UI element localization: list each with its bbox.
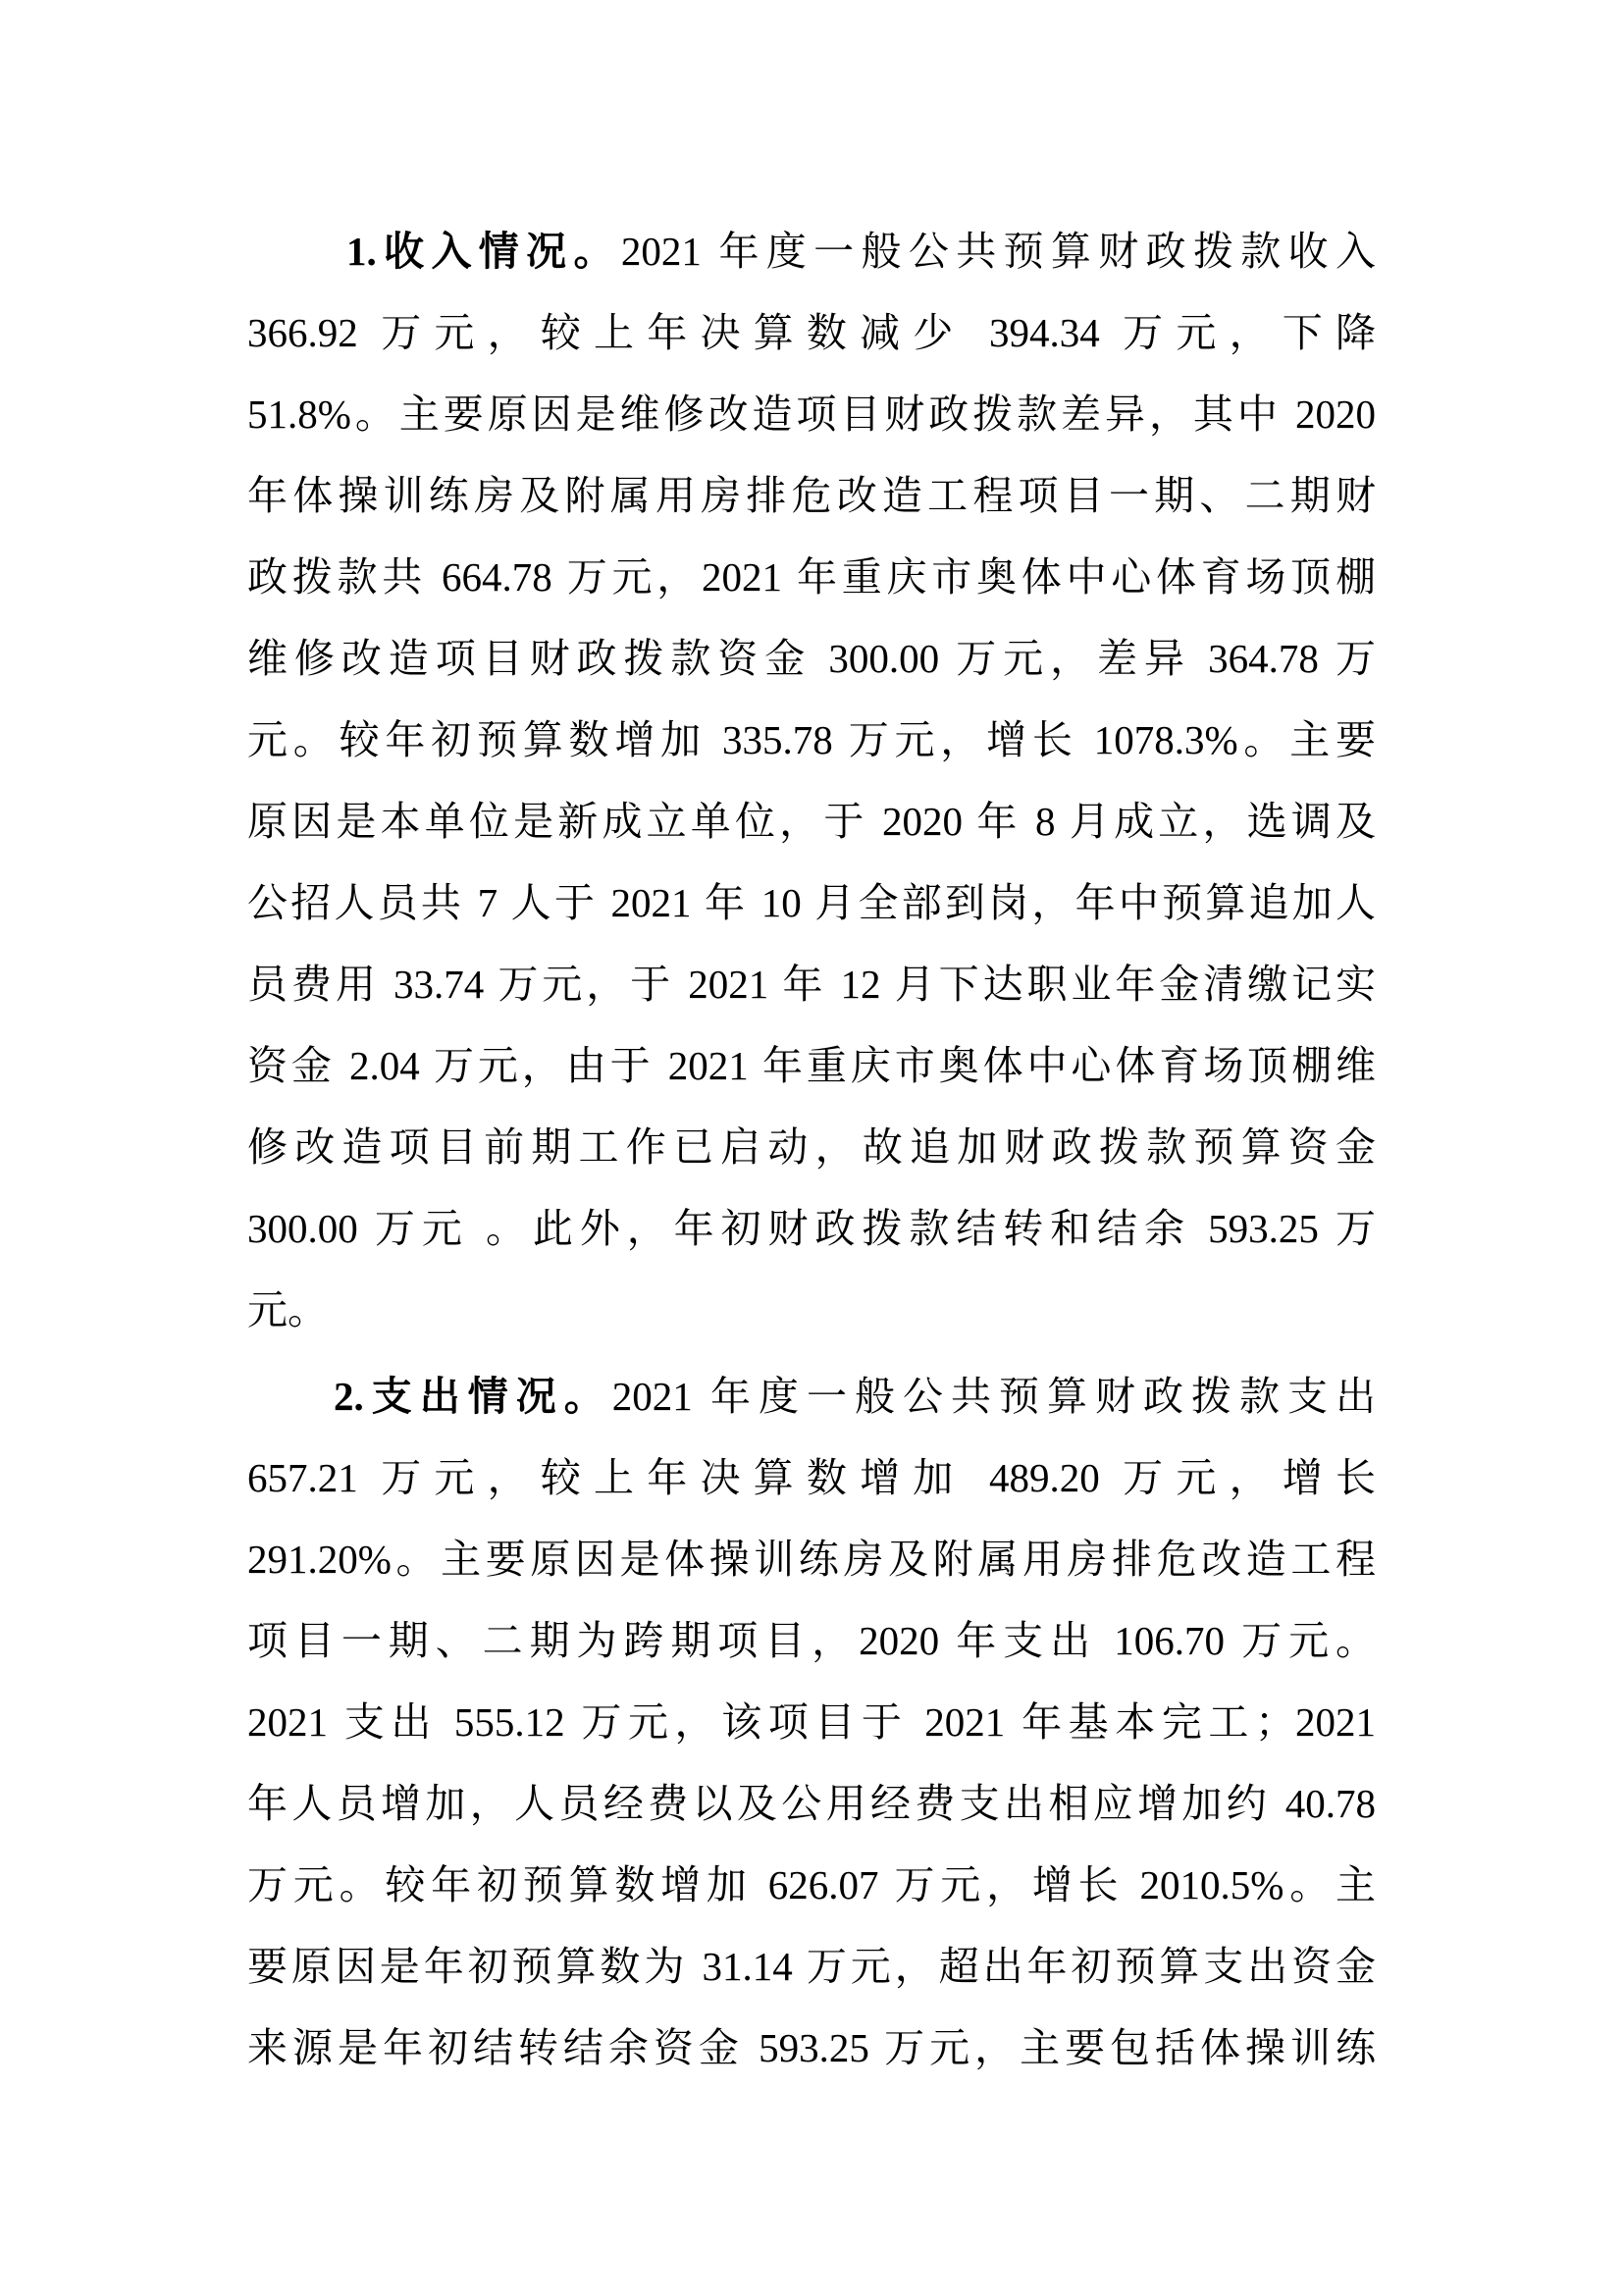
paragraph-line: 2021 支出 555.12 万元，该项目于 2021 年基本完工；2021	[247, 1699, 1376, 1745]
paragraph-line: 维修改造项目财政拨款资金 300.00 万元，差异 364.78 万	[247, 636, 1376, 681]
paragraph-line: 657.21 万元，较上年决算数增加 489.20 万元，增长	[247, 1455, 1376, 1500]
paragraph-line: 年人员增加，人员经费以及公用经费支出相应增加约 40.78	[247, 1781, 1376, 1826]
paragraph-line: 291.20%。主要原因是体操训练房及附属用房排危改造工程	[247, 1537, 1376, 1582]
paragraph-line: 300.00 万元 。此外，年初财政拨款结转和结余 593.25 万	[247, 1206, 1376, 1251]
paragraph-line: 年体操训练房及附属用房排危改造工程项目一期、二期财	[247, 473, 1376, 518]
paragraph-line: 万元。较年初预算数增加 626.07 万元，增长 2010.5%。主	[247, 1862, 1376, 1907]
section-heading-income: 1.收入情况。	[346, 229, 621, 274]
paragraph-line: 2.支出情况。2021 年度一般公共预算财政拨款支出	[334, 1374, 1376, 1419]
paragraph-line: 项目一期、二期为跨期项目，2020 年支出 106.70 万元。	[247, 1618, 1376, 1663]
paragraph-line: 原因是本单位是新成立单位，于 2020 年 8 月成立，选调及	[247, 799, 1376, 844]
paragraph-line: 修改造项目前期工作已启动，故追加财政拨款预算资金	[247, 1124, 1376, 1170]
paragraph-line: 要原因是年初预算数为 31.14 万元，超出年初预算支出资金	[247, 1944, 1376, 1989]
paragraph-line: 元。	[247, 1287, 328, 1332]
paragraph-line: 员费用 33.74 万元，于 2021 年 12 月下达职业年金清缴记实	[247, 962, 1376, 1007]
paragraph-line: 公招人员共 7 人于 2021 年 10 月全部到岗，年中预算追加人	[247, 880, 1376, 925]
paragraph-line: 366.92 万元，较上年决算数减少 394.34 万元，下降	[247, 310, 1376, 355]
paragraph-line: 元。较年初预算数增加 335.78 万元，增长 1078.3%。主要	[247, 717, 1376, 762]
paragraph-line: 1.收入情况。2021 年度一般公共预算财政拨款收入	[346, 229, 1377, 274]
paragraph-line: 来源是年初结转结余资金 593.25 万元，主要包括体操训练	[247, 2025, 1376, 2070]
paragraph-line: 政拨款共 664.78 万元，2021 年重庆市奥体中心体育场顶棚	[247, 554, 1376, 600]
section-heading-expenditure: 2.支出情况。	[334, 1374, 612, 1419]
paragraph-line: 51.8%。主要原因是维修改造项目财政拨款差异，其中 2020	[247, 391, 1376, 437]
paragraph-line: 资金 2.04 万元，由于 2021 年重庆市奥体中心体育场顶棚维	[247, 1043, 1376, 1088]
